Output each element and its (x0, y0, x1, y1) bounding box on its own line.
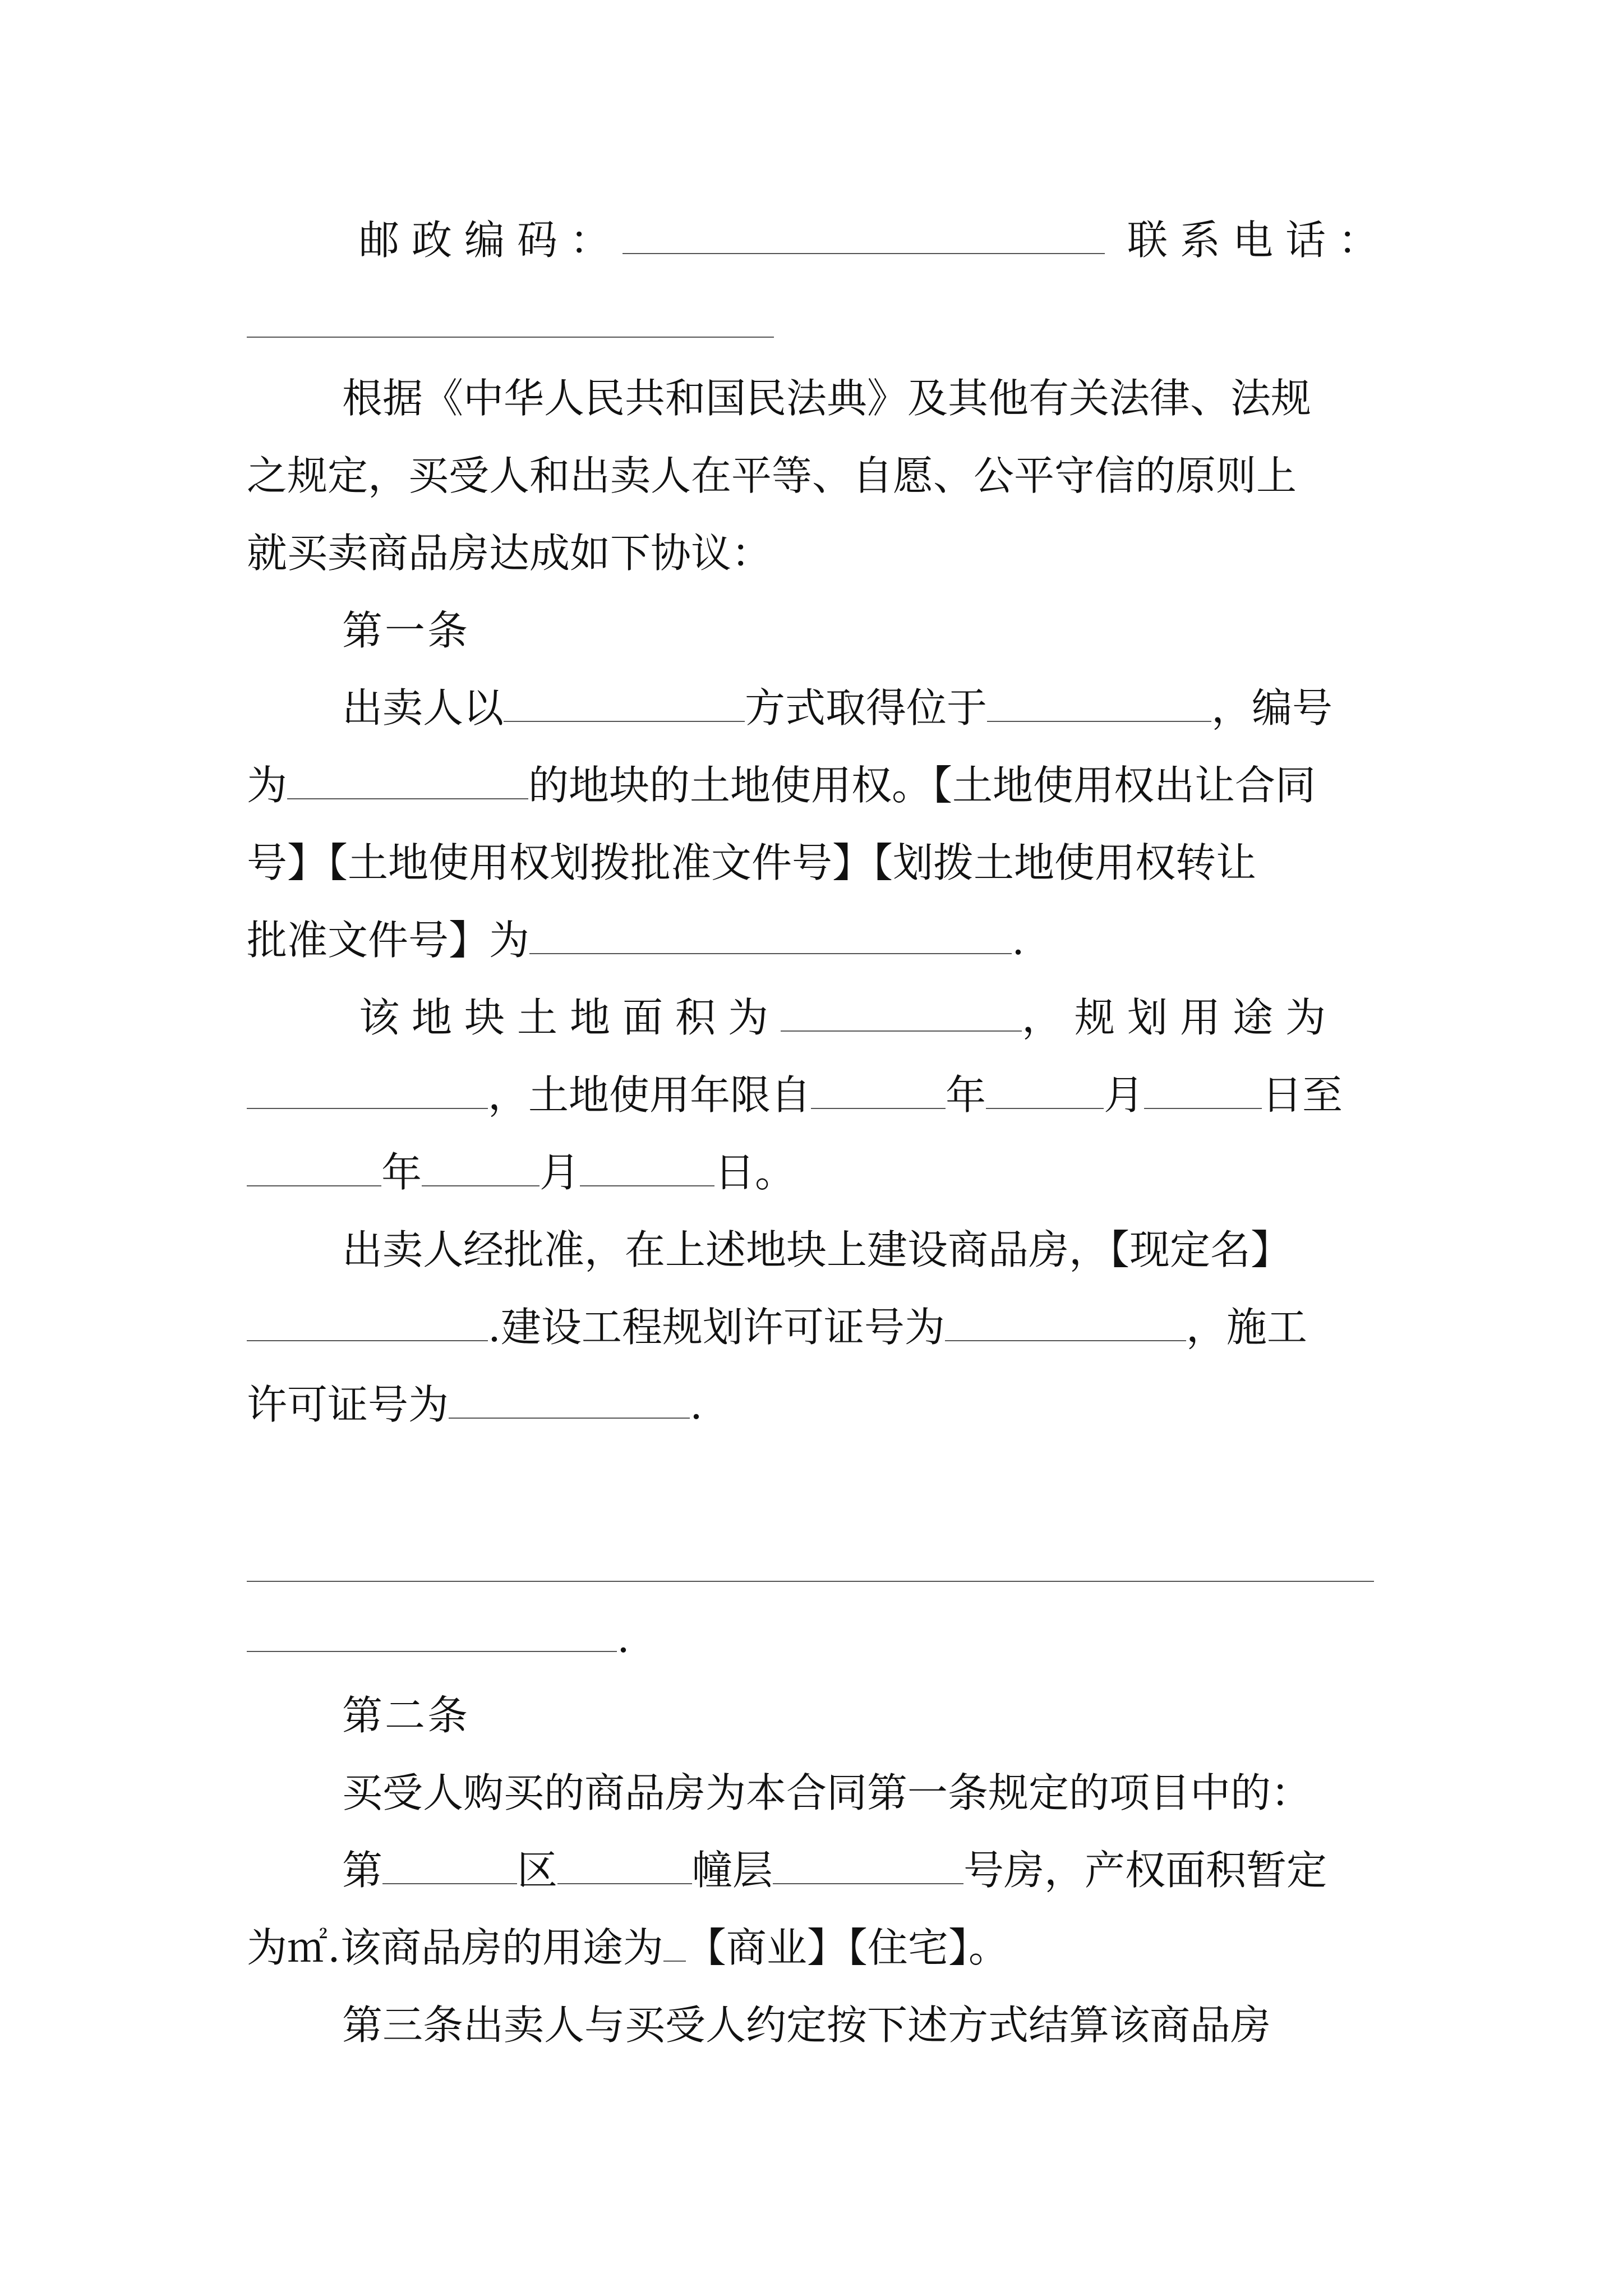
parcel-number-blank[interactable] (287, 763, 528, 799)
preamble-line-3: 就买卖商品房达成如下协议： (247, 530, 772, 577)
planning-permit-blank[interactable] (945, 1305, 1186, 1341)
text-segment: 出卖人以 (342, 684, 504, 731)
text-segment: 区 (517, 1847, 558, 1894)
room-number-blank[interactable] (773, 1848, 963, 1884)
building-blank[interactable] (557, 1848, 692, 1884)
text-segment: 为㎡.该商品房的用途为 (247, 1924, 663, 1971)
text-segment: 的地块的土地使用权。【土地使用权出让合同 (528, 762, 1316, 809)
text-segment: 号房，产权面积暂定 (963, 1847, 1327, 1894)
text-segment: ，土地使用年限自 (488, 1071, 811, 1119)
text-segment: 许可证号为 (247, 1381, 449, 1428)
text-segment: 为 (247, 762, 288, 809)
article-1-para-3-line-1: 出卖人经批准，在上述地块上建设商品房，【现定名】 (342, 1226, 1292, 1273)
article-2-para-2-line-1 (342, 1842, 1486, 1898)
text-segment: 幢层 (692, 1847, 773, 1894)
phone-label: 联系电话： (1127, 217, 1391, 264)
text-segment: 该地块土地面积为 (359, 994, 781, 1041)
text-segment: ，规划用途为 (1022, 994, 1339, 1041)
article-1-para-2-line-2 (247, 1067, 1391, 1123)
article-1-title: 第一条 (342, 607, 471, 654)
postal-code-line (359, 212, 1503, 268)
article-1-para-3-line-3 (247, 1377, 1391, 1433)
article-2-title: 第二条 (342, 1692, 471, 1739)
document-number-blank[interactable] (529, 918, 1012, 954)
article-1-para-2-line-1 (359, 990, 1503, 1046)
text-segment: 第 (342, 1847, 383, 1894)
article-2-para-1: 买受人购买的商品房为本合同第一条规定的项目中的： (342, 1769, 1312, 1816)
article-1-para-3-line-2 (247, 1299, 1391, 1355)
location-blank[interactable] (987, 686, 1211, 722)
text-segment: 年 (381, 1149, 422, 1196)
text-segment: . (617, 1614, 630, 1662)
end-year-blank[interactable] (247, 1151, 381, 1186)
start-day-blank[interactable] (1144, 1073, 1262, 1109)
usage-blank[interactable] (663, 1926, 686, 1962)
article-3-para-1: 第三条出卖人与买受人约定按下述方式结算该商品房 (342, 2001, 1271, 2049)
article-1-para-1-line-4 (247, 912, 1391, 968)
additional-info-blank-2[interactable] (247, 1616, 617, 1652)
article-1-para-1-line-3: 号】【土地使用权划拨批准文件号】【划拨土地使用权转让 (247, 839, 1257, 886)
text-segment: ，编号 (1211, 684, 1333, 731)
text-segment: . (690, 1381, 703, 1428)
text-segment: 批准文件号】为 (247, 917, 530, 964)
text-segment: 月 (540, 1149, 580, 1196)
text-segment: .建设工程规划许可证号为 (488, 1304, 945, 1351)
text-segment: 月 (1104, 1071, 1145, 1119)
text-segment: ，施工 (1186, 1304, 1307, 1351)
start-year-blank[interactable] (811, 1073, 946, 1109)
postal-code-label: 邮政编码： (359, 217, 623, 264)
construction-permit-blank[interactable] (449, 1383, 690, 1419)
article-1-para-1-line-1 (342, 680, 1486, 736)
text-segment: . (1012, 917, 1025, 964)
phone-blank[interactable] (247, 337, 774, 338)
preamble-line-2: 之规定，买受人和出卖人在平等、自愿、公平守信的原则上 (247, 452, 1297, 499)
end-month-blank[interactable] (422, 1151, 540, 1186)
preamble-line-1: 根据《中华人民共和国民法典》及其他有关法律、法规 (342, 375, 1312, 422)
project-name-blank[interactable] (247, 1305, 488, 1341)
planned-use-blank[interactable] (247, 1073, 488, 1109)
article-2-para-2-line-2 (247, 1920, 1391, 1976)
text-segment: 方式取得位于 (745, 684, 988, 731)
text-segment: 日至 (1262, 1071, 1343, 1119)
article-1-para-2-line-3 (247, 1144, 1391, 1200)
additional-info-blank-1[interactable] (247, 1581, 1374, 1582)
postal-code-blank[interactable] (623, 218, 1105, 254)
start-month-blank[interactable] (986, 1073, 1104, 1109)
district-blank[interactable] (382, 1848, 517, 1884)
end-day-blank[interactable] (580, 1151, 714, 1186)
land-area-blank[interactable] (781, 996, 1022, 1032)
text-segment: 年 (946, 1071, 986, 1119)
article-1-para-4-line-2 (247, 1610, 1391, 1666)
text-segment: 【商业】【住宅】。 (685, 1924, 1009, 1971)
text-segment: 日。 (714, 1149, 796, 1196)
article-1-para-1-line-2 (247, 757, 1391, 813)
acquisition-method-blank[interactable] (504, 686, 745, 722)
